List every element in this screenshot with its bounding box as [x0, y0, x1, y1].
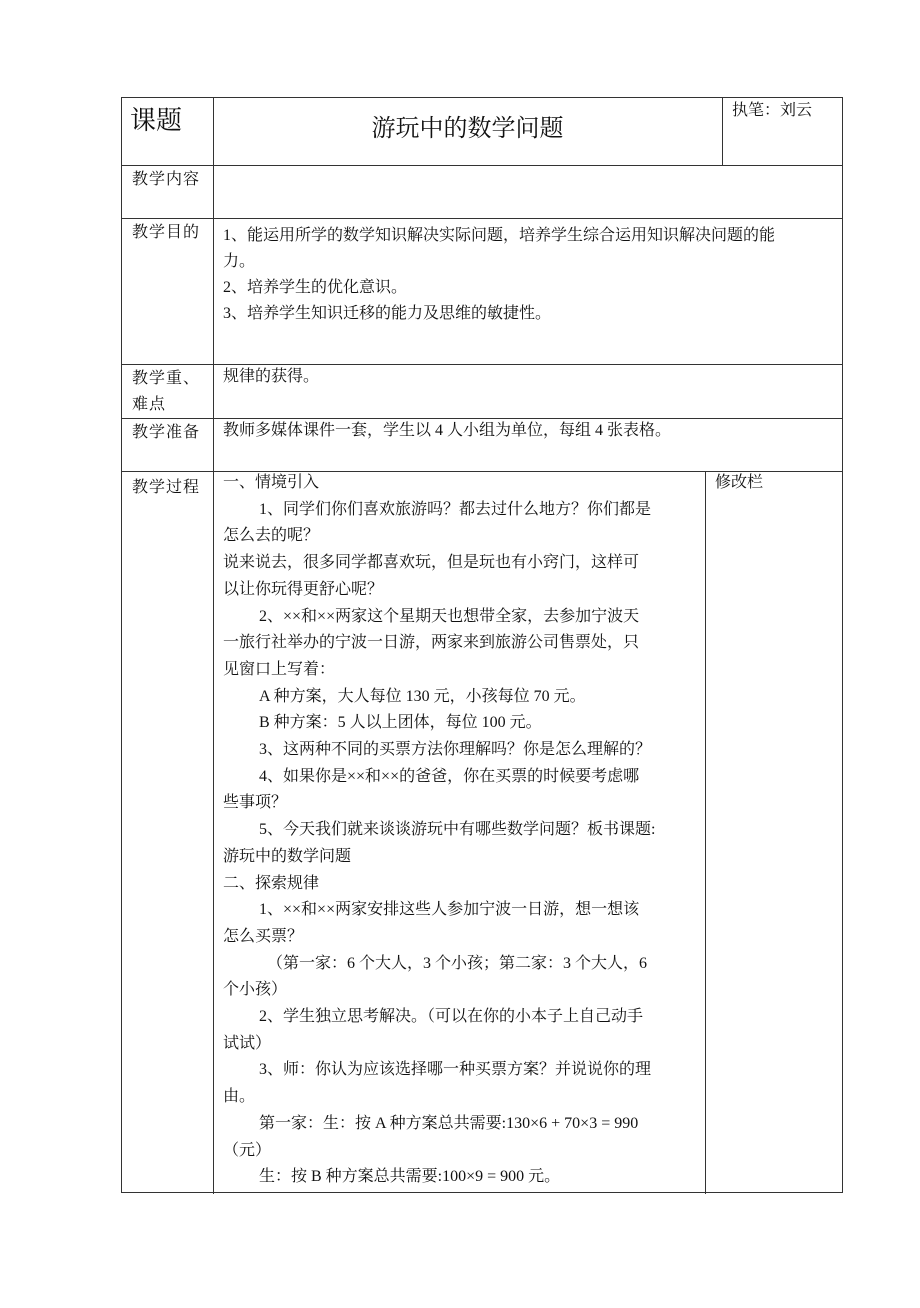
key-text: 规律的获得。 — [223, 368, 320, 385]
author: 执笔：刘云 — [732, 102, 813, 119]
column-divider — [705, 471, 706, 1194]
process-line: A 种方案，大人每位 130 元，小孩每位 70 元。 — [259, 687, 586, 705]
goal-line: 3、培养学生知识迁移的能力及思维的敏捷性。 — [223, 305, 552, 322]
header-label: 课题 — [130, 106, 183, 135]
process-line: 一、情境引入 — [223, 474, 320, 491]
process-line: 怎么买票？ — [223, 927, 304, 945]
process-line: 说来说去，很多同学都喜欢玩，但是玩也有小窍门，这样可 — [223, 554, 640, 572]
process-line: 生：按 B 种方案总共需要:100×9 = 900 元。 — [259, 1168, 561, 1186]
column-divider — [722, 98, 723, 165]
key-label-2: 难点 — [132, 396, 167, 413]
process-line: 个小孩） — [223, 981, 288, 999]
process-line: 怎么去的呢？ — [223, 527, 320, 545]
goal-line: 1、能运用所学的数学知识解决实际问题，培养学生综合运用知识解决问题的能 — [223, 227, 776, 244]
column-divider — [213, 98, 214, 1194]
goal-line: 2、培养学生的优化意识。 — [223, 279, 408, 296]
process-line: 1、××和××两家安排这些人参加宁波一日游，想一想该 — [259, 901, 640, 919]
goals-label: 教学目的 — [132, 224, 201, 241]
process-line: 3、师：你认为应该选择哪一种买票方案？并说说你的理 — [259, 1061, 652, 1079]
process-line: 二、探索规律 — [223, 874, 320, 892]
process-line: （第一家：6 个大人，3 个小孩；第二家：3 个大人，6 — [267, 954, 648, 972]
process-line: 3、这两种不同的买票方法你理解吗？你是怎么理解的？ — [259, 741, 652, 758]
lesson-plan-table — [121, 97, 843, 1193]
process-line: 些事项？ — [223, 794, 288, 812]
prep-text: 教师多媒体课件一套，学生以 4 人小组为单位，每组 4 张表格。 — [223, 422, 672, 439]
process-label: 教学过程 — [132, 479, 201, 496]
key-label-1: 教学重、 — [132, 370, 201, 387]
page-title: 游玩中的数学问题 — [371, 116, 564, 142]
process-line: 4、如果你是××和××的爸爸，你在买票的时候要考虑哪 — [259, 767, 640, 785]
prep-label: 教学准备 — [132, 424, 201, 441]
process-line: 游玩中的数学问题 — [223, 847, 352, 865]
process-line: 2、××和××两家这个星期天也想带全家，去参加宁波天 — [259, 607, 640, 625]
revise-label: 修改栏 — [715, 474, 764, 491]
process-line: 见窗口上写着： — [223, 660, 336, 678]
content-label: 教学内容 — [132, 171, 201, 188]
process-line: （元） — [223, 1141, 272, 1159]
process-line: 试试） — [223, 1034, 272, 1052]
process-line: B 种方案：5 人以上团体，每位 100 元。 — [259, 714, 542, 732]
process-line: 第一家：生：按 A 种方案总共需要:130×6 + 70×3 = 990 — [259, 1114, 639, 1132]
process-line: 一旅行社举办的宁波一日游，两家来到旅游公司售票处，只 — [223, 634, 640, 652]
process-line: 以让你玩得更舒心呢？ — [223, 580, 384, 598]
goal-line: 力。 — [223, 253, 256, 270]
process-line: 5、今天我们就来谈谈游玩中有哪些数学问题？板书课题: — [259, 821, 656, 839]
process-line: 1、同学们你们喜欢旅游吗？都去过什么地方？你们都是 — [259, 500, 652, 518]
process-line: 2、学生独立思考解决。（可以在你的小本子上自己动手 — [259, 1008, 644, 1025]
row-divider — [122, 218, 842, 219]
process-line: 由。 — [223, 1088, 256, 1106]
row-divider — [122, 165, 842, 166]
